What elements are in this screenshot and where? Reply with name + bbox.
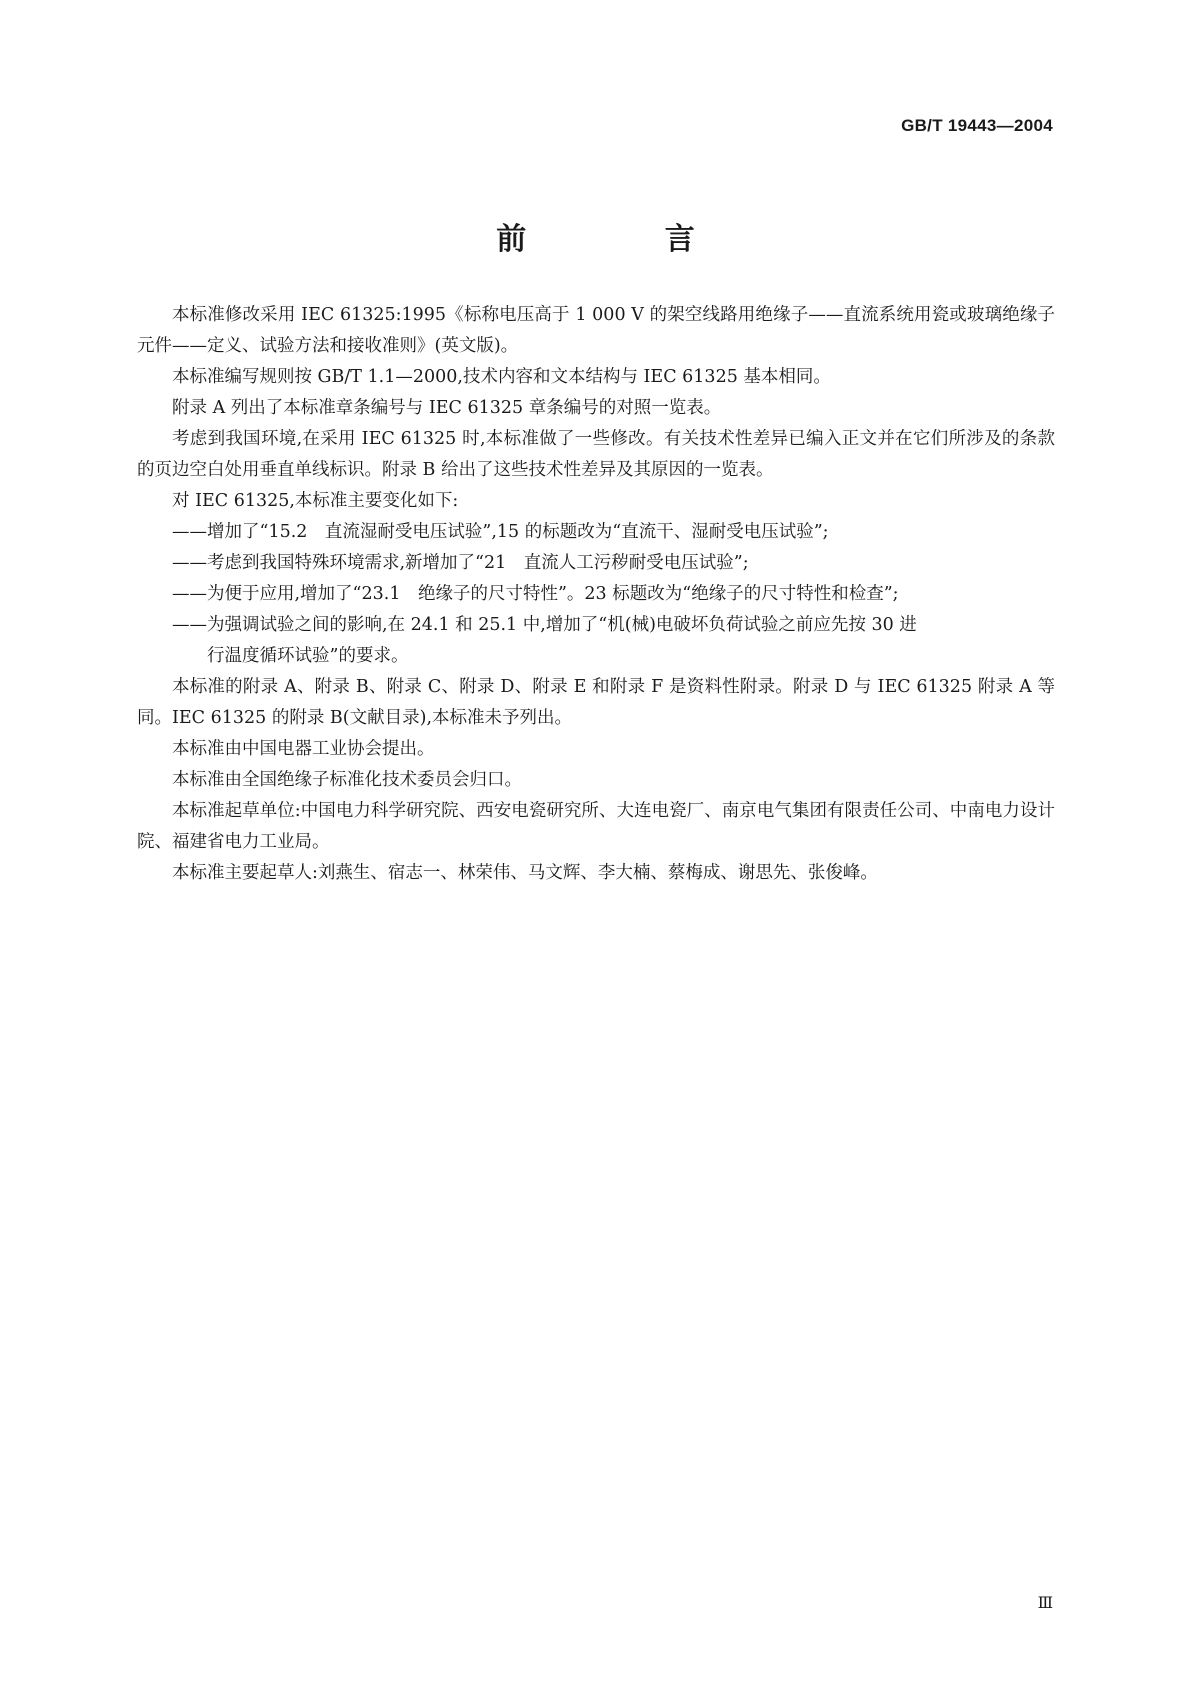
paragraph-drafters: 本标准主要起草人:刘燕生、宿志一、林荣伟、马文辉、李大楠、蔡梅成、谢思先、张俊峰。 (172, 863, 878, 883)
list-item-change-1: ——增加了“15.2 直流湿耐受电压试验”,15 的标题改为“直流干、湿耐受电压试验”; (172, 522, 829, 542)
paragraph-modifications: 考虑到我国环境,在采用 IEC 61325 时,本标准做了一些修改。有关技术性差异已编入正文并在它们所涉及的条款的页边空白处用垂直单线标识。附录 B 给出了这些技术性差异及其原因的一览表。 (137, 429, 1055, 480)
standard-code: GB/T 19443—2004 (901, 116, 1053, 135)
list-item-change-4-line2: 行温度循环试验”的要求。 (207, 646, 409, 666)
paragraph-drafting-units: 本标准起草单位:中国电力科学研究院、西安电瓷研究所、大连电瓷厂、南京电气集团有限责任公司、中南电力设计院、福建省电力工业局。 (137, 801, 1055, 852)
paragraph-proposed-by: 本标准由中国电器工业协会提出。 (172, 739, 435, 759)
page-title: 前 言 (496, 222, 759, 257)
paragraph-drafting-rules: 本标准编写规则按 GB/T 1.1—2000,技术内容和文本结构与 IEC 61325 基本相同。 (172, 367, 831, 387)
paragraph-responsible-committee: 本标准由全国绝缘子标准化技术委员会归口。 (172, 770, 522, 790)
list-item-change-4 (137, 610, 1055, 672)
list-item-change-4-line1: ——为强调试验之间的影响,在 24.1 和 25.1 中,增加了“机(械)电破坏负荷试验之前应先按 30 进 (172, 615, 917, 635)
paragraph-changes-intro: 对 IEC 61325,本标准主要变化如下: (172, 491, 459, 511)
list-item-change-3: ——为便于应用,增加了“23.1 绝缘子的尺寸特性”。23 标题改为“绝缘子的尺寸特性和检查”; (172, 584, 899, 604)
foreword-body (137, 300, 1055, 889)
page-number: Ⅲ (1037, 1593, 1053, 1612)
list-item-change-2: ——考虑到我国特殊环境需求,新增加了“21 直流人工污秽耐受电压试验”; (172, 553, 749, 573)
paragraph-annex-a: 附录 A 列出了本标准章条编号与 IEC 61325 章条编号的对照一览表。 (172, 398, 722, 418)
paragraph-adoption: 本标准修改采用 IEC 61325:1995《标称电压高于 1 000 V 的架空线路用绝缘子——直流系统用瓷或玻璃绝缘子元件——定义、试验方法和接收准则》(英文版)。 (137, 305, 1055, 356)
paragraph-annexes: 本标准的附录 A、附录 B、附录 C、附录 D、附录 E 和附录 F 是资料性附录。附录 D 与 IEC 61325 附录 A 等同。IEC 61325 的附录 B(文献目录),本标准未予列出。 (137, 677, 1055, 728)
